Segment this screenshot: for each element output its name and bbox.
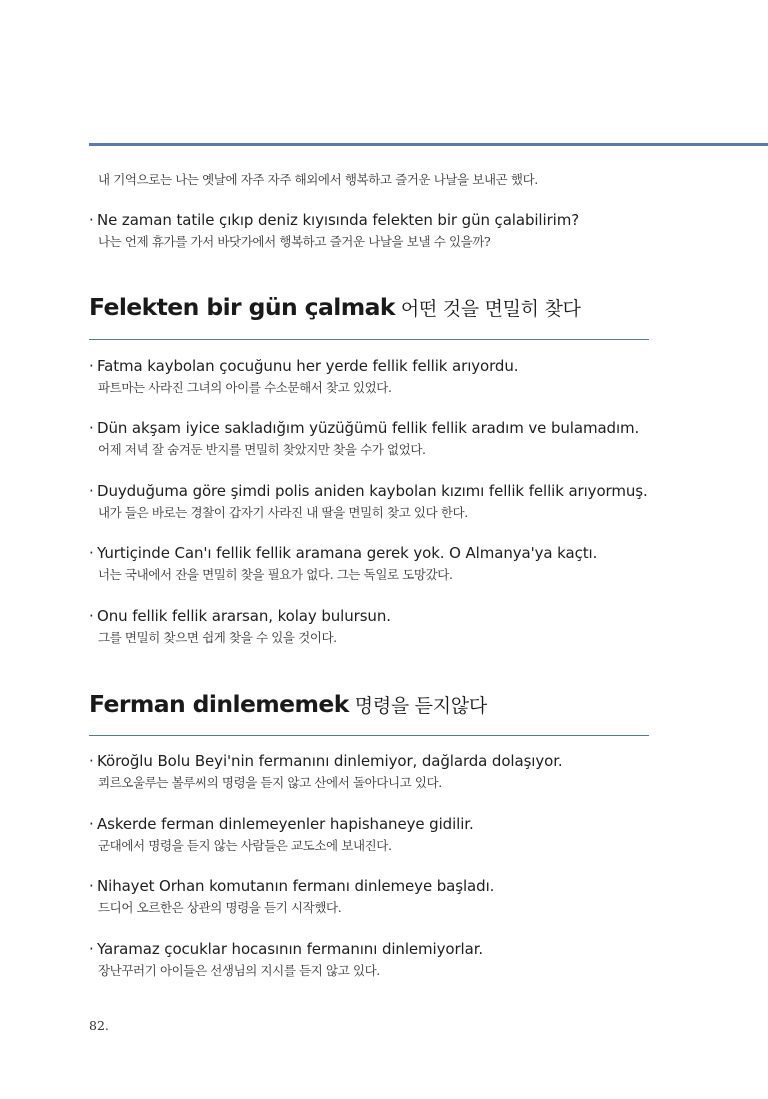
example-turkish: · Nihayet Orhan komutanın fermanı dinlemeye başladı. (89, 877, 495, 895)
example-turkish: · Köroğlu Bolu Beyi'nin fermanını dinlemiyor, dağlarda dolaşıyor. (89, 752, 563, 770)
example-korean: 군대에서 명령을 듣지 않는 사람들은 교도소에 보내진다. (98, 838, 392, 853)
page-number: 82. (89, 1018, 109, 1033)
top-divider (89, 143, 768, 146)
example-korean: 드디어 오르한은 상관의 명령을 듣기 시작했다. (98, 900, 342, 915)
example-entry (89, 940, 483, 979)
intro-example-korean: 나는 언제 휴가를 가서 바닷가에서 행복하고 즐거운 나날을 보낼 수 있을까? (98, 234, 491, 249)
section-divider (89, 735, 649, 736)
example-turkish: · Yaramaz çocuklar hocasının fermanını dinlemiyorlar. (89, 940, 484, 958)
section-title-korean: 명령을 듣지않다 (354, 695, 487, 717)
section-title-ferman (89, 690, 487, 718)
example-entry (89, 357, 518, 396)
section-title-turkish: Felekten bir gün çalmak (89, 293, 395, 321)
example-korean: 장난꾸러기 아이들은 선생님의 지시를 듣지 않고 있다. (98, 963, 380, 978)
section-divider (89, 339, 649, 340)
example-turkish: · Askerde ferman dinlemeyenler hapishaneye gidilir. (89, 815, 474, 833)
example-entry (89, 607, 391, 646)
example-entry (89, 815, 474, 854)
example-korean: 내가 들은 바로는 경찰이 갑자기 사라진 내 딸을 면밀히 찾고 있다 한다. (98, 505, 468, 520)
section-title-korean: 어떤 것을 면밀히 찾다 (400, 298, 581, 320)
example-korean: 파트마는 사라진 그녀의 아이를 수소문해서 찾고 있었다. (98, 380, 392, 395)
example-turkish: · Yurtiçinde Can'ı fellik fellik aramana gerek yok. O Almanya'ya kaçtı. (89, 544, 598, 562)
intro-korean-line: 내 기억으로는 나는 옛날에 자주 자주 해외에서 행복하고 즐거운 나날을 보내곤 했다. (98, 172, 538, 187)
example-korean: 너는 국내에서 잔을 면밀히 찾을 필요가 없다. 그는 독일로 도망갔다. (98, 567, 453, 582)
example-korean: 어제 저녁 잘 숨겨둔 반지를 면밀히 찾았지만 찾을 수가 없었다. (98, 442, 426, 457)
example-korean: 쾨르오울루는 볼루씨의 명령을 듣지 않고 산에서 돌아다니고 있다. (98, 775, 442, 790)
example-entry (89, 752, 563, 791)
example-turkish: · Fatma kaybolan çocuğunu her yerde fellik fellik arıyordu. (89, 357, 519, 375)
example-entry (89, 544, 597, 583)
intro-example (89, 211, 579, 250)
example-turkish: · Onu fellik fellik ararsan, kolay bulursun. (89, 607, 391, 625)
intro-example-turkish: · Ne zaman tatile çıkıp deniz kıyısında felekten bir gün çalabilirim? (89, 211, 580, 229)
example-korean: 그를 면밀히 찾으면 쉽게 찾을 수 있을 것이다. (98, 630, 337, 645)
example-entry (89, 482, 648, 521)
example-entry (89, 877, 494, 916)
section-title-turkish: Ferman dinlememek (89, 690, 349, 718)
example-entry (89, 419, 639, 458)
example-turkish: · Dün akşam iyice sakladığım yüzüğümü fellik fellik aradım ve bulamadım. (89, 419, 640, 437)
example-turkish: · Duyduğuma göre şimdi polis aniden kaybolan kızımı fellik fellik arıyormuş. (89, 482, 648, 500)
section-title-felekten (89, 293, 581, 321)
